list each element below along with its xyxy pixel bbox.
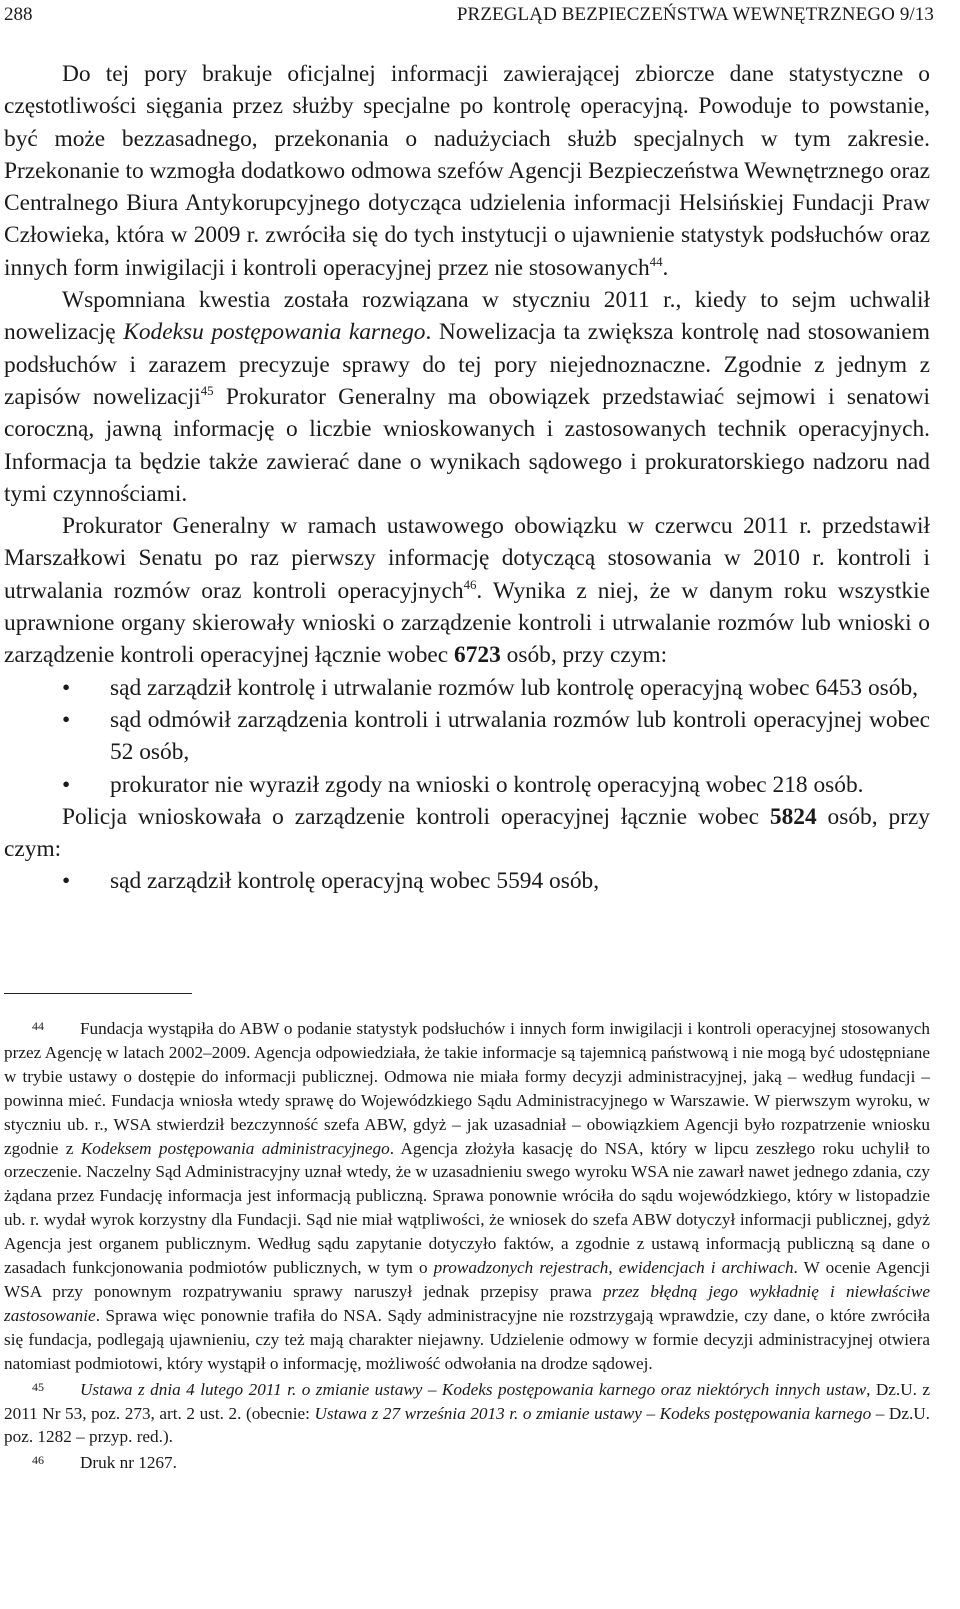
footnote-ref-44[interactable]: 44 [649, 254, 663, 269]
running-title: PRZEGLĄD BEZPIECZEŃSTWA WEWNĘTRZNEGO 9/13 [456, 4, 934, 25]
paragraph-1: Do tej pory brakuje oficjalnej informacji zawierającej zbiorcze dane statystyczne o częstotliwości sięgania przez służby specjalne po kontrolę operacyjną. Powoduje to powstanie, być może bezzasadnego, przekonania o nadużyciach służb specjalnych w tym zakresie. Przekonanie to wzmogła dodatkowo odmowa szefów Agencji Bezpieczeństwa Wewnętrznego oraz Centralnego Biura Antykorupcyjnego dotycząca udzielenia informacji Helsińskiej Fundacji Praw Człowieka, która w 2009 r. zwróciła się do tych instytucji o ujawnienie statystyk podsłuchów oraz innych form inwigilacji i kontroli operacyjnej przez nie stosowanych$^{44}$. [4, 61, 930, 281]
footnote-45: 45 Ustawa z dnia 4 lutego 2011 r. o zmianie ustawy – Kodeks postępowania karnego oraz niektórych innych ustaw, Dz.U. z 2011 Nr 53, poz. 273, art. 2 ust. 2. (obecnie: Ustawa z 27 września 2013 r. o zmianie ustawy – Kodeks postępowania karnego – Dz.U. poz. 1282 – przyp. red.). [4, 1376, 930, 1450]
bullet-icon: • [62, 771, 71, 798]
paragraph-3: Prokurator Generalny w ramach ustawowego obowiązku w czerwcu 2011 r. przedstawił Marszałkowi Senatu po raz pierwszy informację dotyczącą stosowania w 2010 r. kontroli i utrwalania rozmów oraz kontroli operacyjnych$^{46}$. Wynika z niej, że w danym roku wszystkie uprawnione organy skierowały wnioski o zarządzenie kontroli i utrwalanie rozmów lub wnioski o zarządzenie kontroli operacyjnej łącznie wobec 6723 osób, przy czym: [4, 513, 931, 669]
footnote-number: 45 [32, 1379, 44, 1394]
footnote-number: 46 [32, 1453, 44, 1468]
footnote-ref-46[interactable]: 46 [463, 577, 477, 592]
paragraph-4: Policja wnioskowała o zarządzenie kontroli operacyjnej łącznie wobec 5824 osób, przy czym: [4, 803, 931, 863]
list-item: • sąd zarządził kontrolę i utrwalanie rozmów lub kontrolę operacyjną wobec 6453 osób, [4, 672, 930, 704]
list-item: • sąd odmówił zarządzenia kontroli i utrwalania rozmów lub kontroli operacyjnej wobec 52 osób, [4, 704, 930, 769]
list-item: • prokurator nie wyraził zgody na wnioski o kontrolę operacyjną wobec 218 osób. [4, 769, 930, 801]
page-header [4, 4, 934, 34]
footnote-separator [4, 993, 192, 994]
page-number: 288 [4, 4, 33, 25]
footnote-number: 44 [32, 1019, 44, 1033]
bullet-icon: • [62, 706, 71, 733]
code-title-italic: Kodeksu postępowania karnego [123, 319, 426, 346]
footnote-ref-45[interactable]: 45 [200, 384, 214, 399]
police-count: 5824 [769, 803, 817, 830]
main-text [4, 58, 930, 898]
bullet-icon: • [62, 674, 71, 701]
bullet-list-2 [4, 865, 930, 897]
paragraph-2: Wspomniana kwestia została rozwiązana w styczniu 2011 r., kiedy to sejm uchwalił nowelizację Kodeksu postępowania karnego. Nowelizacja ta zwiększa kontrolę nad stosowaniem podsłuchów i zarazem precyzuje sprawy do tej pory niejednoznaczne. Zgodnie z jednym z zapisów nowelizacji$^{45}$ Prokurator Generalny ma obowiązek przedstawiać sejmowi i senatowi coroczną, jawną informację o liczbie wnioskowanych i zastosowanych technik operacyjnych. Informacja ta będzie także zawierać dane o wynikach sądowego i prokuratorskiego nadzoru nad tymi czynnościami. [4, 287, 930, 507]
footnote-44: 44 Fundacja wystąpiła do ABW o podanie statystyk podsłuchów i innych form inwigilacji i kontroli operacyjnej stosowanych przez Agencję w latach 2002–2009. Agencja odpowiedziała, że takie informacje są tajemnicą państwową i nie mogą być udostępniane w trybie ustawy o dostępie do informacji publicznej. Odmowa nie miała formy decyzji administracyjnej, jaką – według fundacji – powinna mieć. Fundacja wniosła wtedy sprawę do Wojewódzkiego Sądu Administracyjnego w Warszawie. W pierwszym wyroku, w styczniu ub. r., WSA stwierdził bezczynność szefa ABW, gdyż – jak uzasadniał – obowiązkiem Agencji było rozpatrzenie wniosku zgodnie z Kodeksem postępowania administracyjnego. Agencja złożyła kasację do NSA, który w lipcu zeszłego roku uchylił to orzeczenie. Naczelny Sąd Administracyjny uznał wtedy, że w uzasadnieniu swego wyroku WSA nie zawarł nawet jednego zdania, czy żądana przez Fundację informacja jest informacją publiczną. Sprawa ponownie wróciła do sądu wojewódzkiego, który w listopadzie ub. r. wydał wyrok korzystny dla Fundacji. Sąd nie miał wątpliwości, że wniosek do szefa ABW dotyczył informacji publicznej, gdyż Agencja jest organem publicznym. Według sądu zapytanie dotyczyło faktów, a zgodnie z ustawą informacją publiczną są dane o zasadach funkcjonowania podmiotów publicznych, w tym o prowadzonych rejestrach, ewidencjach i archiwach. W ocenie Agencji WSA przy ponownym rozpatrywaniu sprawy naruszył jednak przepisy prawa przez błędną jego wykładnię i niewłaściwe zastosowanie. Sprawa więc ponownie trafiła do NSA. Sądy administracyjne nie rozstrzygają wprawdzie, czy dane, o które zwróciła się fundacja, podlegają ujawnieniu, czy też mają charakter niejawny. Udzielenie odmowy w formie decyzji administracyjnej otwiera natomiast podmiotowi, który wystąpił o informację, możliwość odwołania na drodze sądowej. [4, 1015, 930, 1376]
total-count: 6723 [454, 642, 501, 669]
bullet-list-1 [4, 672, 930, 801]
footnote-46: 46 Druk nr 1267. [4, 1449, 930, 1475]
list-item: • sąd zarządził kontrolę operacyjną wobec 5594 osób, [4, 865, 930, 897]
footnotes [4, 1015, 930, 1475]
bullet-icon: • [62, 868, 71, 895]
